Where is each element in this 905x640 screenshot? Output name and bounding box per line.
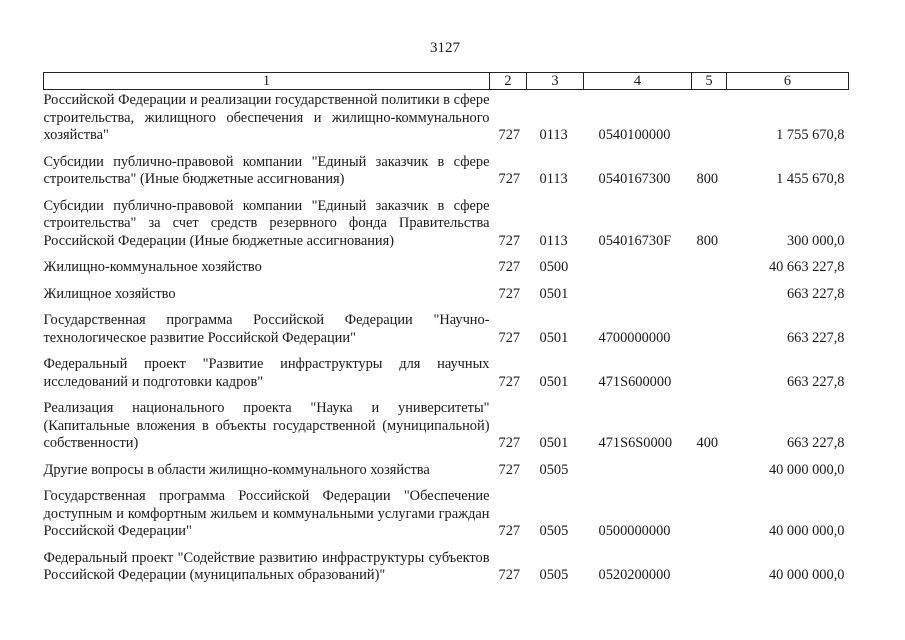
row-description: Субсидии публично-правовой компании "Единый заказчик в сфере строительства" за счет средств резервного фонда Правительства Российской Федерации (Иные бюджетные ассигнования) [43,197,490,249]
expense-type-code [692,550,727,594]
table-row [44,286,849,313]
ministry-code: 727 [498,523,521,539]
row-description: Жилищно-коммунальное хозяйство [43,259,262,275]
row-description: Государственная программа Российской Федерации "Научно-технологическое развитие Российской Федерации" [43,312,490,346]
section-code: 0505 [539,567,569,583]
budget-table [43,72,849,594]
section-code: 0500 [539,259,569,275]
row-description: Реализация национального проекта "Наука и университеты" (Капитальные вложения в объекты государственной (муниципальной) собственности) [43,400,490,451]
ministry-code: 727 [498,259,521,275]
ministry-code: 727 [498,127,521,143]
target-article-code: 471S6S0000 [598,435,673,451]
row-description: Федеральный проект "Развитие инфраструктуры для научных исследований и подготовки кадров" [43,356,490,390]
section-code: 0505 [539,523,569,539]
table-row [44,90,849,154]
section-code: 0501 [539,329,569,346]
table-row [44,198,849,260]
amount: 663 227,8 [786,435,845,451]
table-row [44,488,849,550]
table-header-row [44,73,849,90]
amount: 40 000 000,0 [768,523,845,539]
section-code: 0501 [539,435,569,451]
ministry-code: 727 [498,373,521,390]
target-article-code [584,259,692,286]
column-header: 1 [44,73,490,90]
target-article-code: 0540167300 [598,171,671,187]
column-header: 6 [727,73,849,90]
expense-type-code [692,462,727,489]
ministry-code: 727 [498,435,521,451]
row-description: Российской Федерации и реализации государственной политики в сфере строительства, жилищного обеспечения и жилищно-коммунального хозяйства" [43,92,490,143]
amount: 40 663 227,8 [768,259,845,275]
target-article-code: 0500000000 [598,523,671,539]
expense-type-code [692,286,727,313]
expense-type-code: 800 [696,232,719,249]
expense-type-code [692,488,727,550]
expense-type-code: 400 [696,435,719,451]
target-article-code: 0520200000 [598,567,671,583]
target-article-code: 0540100000 [598,127,671,143]
ministry-code: 727 [498,171,521,187]
table-row [44,312,849,356]
column-header: 5 [692,73,727,90]
section-code: 0113 [539,232,568,249]
amount: 300 000,0 [786,232,845,249]
row-description: Субсидии публично-правовой компании "Единый заказчик в сфере строительства" (Иные бюджетные ассигнования) [43,153,490,187]
expense-type-code: 800 [696,171,719,187]
expense-type-code [692,90,727,154]
column-header: 2 [490,73,527,90]
expense-type-code [692,259,727,286]
section-code: 0501 [539,373,569,390]
target-article-code: 054016730F [598,232,672,249]
amount: 1 755 670,8 [776,127,845,143]
target-article-code: 471S600000 [598,373,672,390]
table-row [44,154,849,198]
section-code: 0113 [539,127,568,143]
amount: 40 000 000,0 [768,461,845,478]
table-row [44,356,849,400]
amount: 1 455 670,8 [776,171,845,187]
row-description: Государственная программа Российской Федерации "Обеспечение доступным и комфортным жильем и коммунальными услугами граждан Российской Федерации" [43,488,490,539]
ministry-code: 727 [498,461,521,478]
row-description: Федеральный проект "Содействие развитию инфраструктуры субъектов Российской Федерации (муниципальных образований)" [43,549,490,583]
row-description: Другие вопросы в области жилищно-коммунального хозяйства [43,461,430,478]
table-row [44,400,849,462]
section-code: 0505 [539,461,569,478]
expense-type-code [692,312,727,356]
ministry-code: 727 [498,329,521,346]
row-description: Жилищное хозяйство [43,285,176,302]
target-article-code: 4700000000 [598,329,671,346]
expense-type-code [692,356,727,400]
amount: 663 227,8 [786,373,845,390]
ministry-code: 727 [498,285,521,302]
column-header: 3 [527,73,584,90]
amount: 663 227,8 [786,329,845,346]
section-code: 0113 [539,171,568,187]
table-row [44,550,849,594]
ministry-code: 727 [498,567,521,583]
target-article-code [584,286,692,313]
ministry-code: 727 [498,232,521,249]
page-number: 3127 [430,40,460,56]
amount: 40 000 000,0 [768,567,845,583]
column-header: 4 [584,73,692,90]
target-article-code [584,462,692,489]
table-row [44,259,849,286]
section-code: 0501 [539,285,569,302]
amount: 663 227,8 [786,285,845,302]
table-row [44,462,849,489]
